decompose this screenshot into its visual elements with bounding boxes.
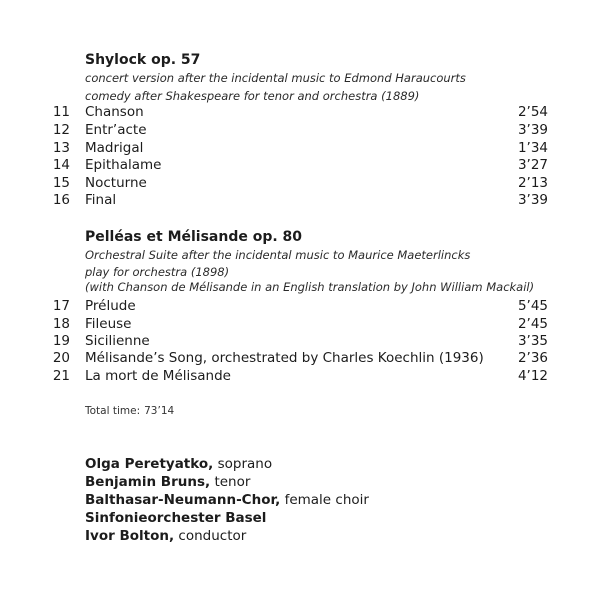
track-row xyxy=(0,368,600,386)
track-row xyxy=(0,175,600,193)
total-time-value: 73’14 xyxy=(144,405,175,417)
track-number: 14 xyxy=(52,157,70,173)
performer-role: female choir xyxy=(284,492,369,508)
track-title: Mélisande’s Song, orchestrated by Charles Koechlin (1936) xyxy=(85,350,484,366)
track-number: 11 xyxy=(52,104,70,120)
performer-credit xyxy=(85,527,369,545)
track-number: 20 xyxy=(52,350,70,366)
track-row xyxy=(0,192,600,210)
performer-name: Sinfonieorchester Basel xyxy=(85,510,267,526)
track-number: 13 xyxy=(52,140,70,156)
track-duration: 3’27 xyxy=(517,157,548,173)
performer-credit xyxy=(85,473,369,491)
track-title: Sicilienne xyxy=(85,333,150,349)
performer-role: tenor xyxy=(214,474,251,490)
work-description-line: comedy after Shakespeare for tenor and orchestra (1889) xyxy=(85,89,420,103)
track-duration: 2’13 xyxy=(517,175,548,191)
track-row xyxy=(0,122,600,140)
track-duration: 2’54 xyxy=(517,104,548,120)
track-duration: 2’45 xyxy=(517,316,548,332)
track-row xyxy=(0,140,600,158)
track-title: La mort de Mélisande xyxy=(85,368,231,384)
track-row xyxy=(0,104,600,122)
track-duration: 3’39 xyxy=(517,122,548,138)
performer-credit xyxy=(85,509,369,527)
track-number: 19 xyxy=(52,333,70,349)
performer-list xyxy=(85,455,369,545)
track-number: 17 xyxy=(52,298,70,314)
track-title: Nocturne xyxy=(85,175,147,191)
work-description-line: play for orchestra (1898) xyxy=(85,265,230,279)
track-duration: 3’39 xyxy=(517,192,548,208)
track-title: Epithalame xyxy=(85,157,162,173)
track-number: 18 xyxy=(52,316,70,332)
work-title-pelleas: Pelléas et Mélisande op. 80 xyxy=(85,229,303,245)
total-time xyxy=(85,405,178,417)
track-row xyxy=(0,333,600,351)
track-row xyxy=(0,298,600,316)
track-row xyxy=(0,316,600,334)
track-title: Prélude xyxy=(85,298,136,314)
work-description-line: concert version after the incidental music to Edmond Haraucourts xyxy=(85,71,466,85)
total-time-label: Total time: xyxy=(85,405,141,417)
performer-credit xyxy=(85,455,369,473)
performer-name: Olga Peretyatko, xyxy=(85,456,214,472)
track-duration: 3’35 xyxy=(517,333,548,349)
track-row xyxy=(0,350,600,368)
track-title: Entr’acte xyxy=(85,122,147,138)
track-row xyxy=(0,157,600,175)
track-number: 12 xyxy=(52,122,70,138)
performer-credit xyxy=(85,491,369,509)
performer-role: conductor xyxy=(178,528,247,544)
track-number: 16 xyxy=(52,192,70,208)
performer-role: soprano xyxy=(217,456,273,472)
track-duration: 1’34 xyxy=(517,140,548,156)
track-title: Madrigal xyxy=(85,140,144,156)
performer-name: Ivor Bolton, xyxy=(85,528,175,544)
track-title: Chanson xyxy=(85,104,144,120)
track-duration: 4’12 xyxy=(517,368,548,384)
work-description-line: Orchestral Suite after the incidental music to Maurice Maeterlincks xyxy=(85,248,471,262)
work-description-line: (with Chanson de Mélisande in an English translation by John William Mackail) xyxy=(85,280,535,294)
track-number: 15 xyxy=(52,175,70,191)
work-title-shylock: Shylock op. 57 xyxy=(85,52,201,68)
performer-name: Balthasar-Neumann-Chor, xyxy=(85,492,281,508)
track-number: 21 xyxy=(52,368,70,384)
track-title: Final xyxy=(85,192,117,208)
track-duration: 5’45 xyxy=(517,298,548,314)
track-duration: 2’36 xyxy=(517,350,548,366)
performer-name: Benjamin Bruns, xyxy=(85,474,211,490)
track-title: Fileuse xyxy=(85,316,132,332)
